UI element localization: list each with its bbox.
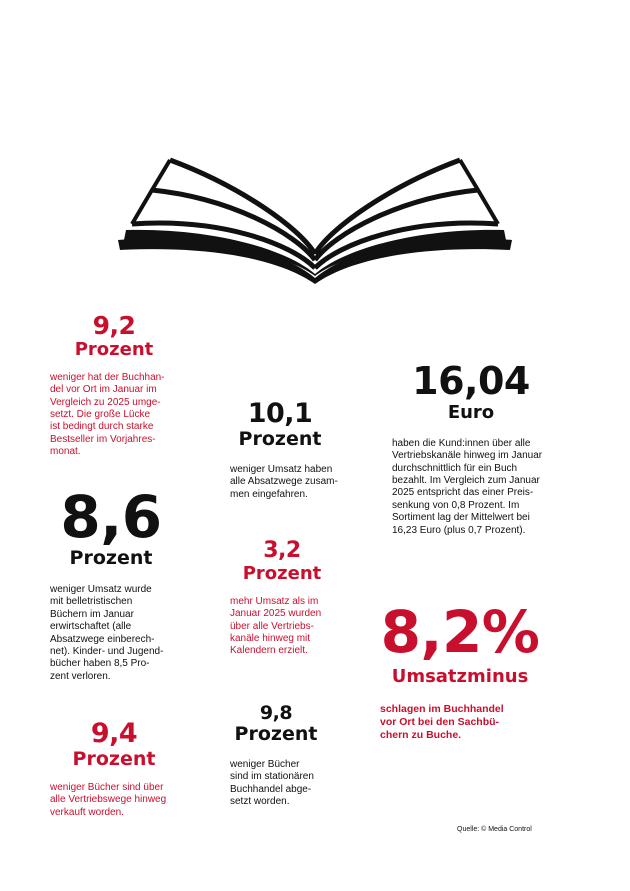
stat-description: weniger hat der Buchhan- del vor Ort im Januar im Vergleich zu 2025 umge- setzt. Die große Lücke ist bedingt durch starke Bestseller im Vorjahres- monat. (50, 371, 165, 458)
stat-block-9-8 (230, 704, 370, 809)
stat-block-9-2 (50, 313, 190, 459)
stat-block-8-6 (50, 483, 190, 683)
stat-description: weniger Umsatz wurde mit belletristischen Büchern im Januar erwirtschaftet (alle Absatzwege einberech- net). Kinder- und Jugend- bücher haben 8,5 Pro- zent verloren. (50, 583, 164, 682)
stat-block-3-2 (230, 540, 370, 658)
stat-description: schlagen im Buchhandel vor Ort bei den Sachbü- chern zu Buche. (380, 702, 504, 741)
stat-block-16-04 (392, 359, 562, 537)
stat-unit: Prozent (72, 748, 156, 770)
stat-unit: Prozent (242, 563, 322, 584)
stat-description: weniger Bücher sind im stationären Buchhandel abge- setzt worden. (230, 758, 314, 808)
stat-unit: Prozent (69, 547, 153, 569)
stat-value: 9,8 (259, 702, 293, 724)
source-credit: Quelle: © Media Control (457, 826, 532, 833)
stat-block-9-4 (50, 720, 190, 819)
stat-description: weniger Bücher sind über alle Vertriebswege hinweg verkauft worden. (50, 781, 167, 818)
stat-value: 9,2 (92, 311, 136, 340)
stat-value: 8,2% (380, 598, 540, 666)
open-book-icon (110, 128, 520, 288)
stat-description: mehr Umsatz als im Januar 2025 wurden über alle Vertriebs- kanäle hinweg mit Kalendern erzielt. (230, 595, 322, 657)
stat-unit: Prozent (74, 339, 154, 360)
stat-block-10-1 (230, 400, 360, 501)
stat-unit: Umsatzminus (391, 666, 529, 687)
stat-block-8-2-percent (380, 598, 580, 742)
stat-value: 3,2 (263, 538, 301, 563)
stat-unit: Prozent (234, 723, 318, 745)
stat-value: 8,6 (60, 483, 162, 551)
stat-unit: Prozent (238, 428, 322, 450)
stat-value: 10,1 (247, 398, 313, 429)
stat-value: 9,4 (90, 718, 138, 749)
stat-value: 16,04 (412, 359, 530, 403)
stat-unit: Euro (447, 402, 495, 423)
stat-description: haben die Kund:innen über alle Vertriebskanäle hinweg im Januar durchschnittlich für ein Buch bezahlt. Im Vergleich zum Januar 2025 entspricht das einer Preis- senkung von 0,8 Prozent. Im Sortiment lag der Mittelwert bei 16,23 Euro (plus 0,7 Prozent). (392, 437, 543, 536)
stat-description: weniger Umsatz haben alle Absatzwege zusam- men eingefahren. (230, 463, 338, 500)
